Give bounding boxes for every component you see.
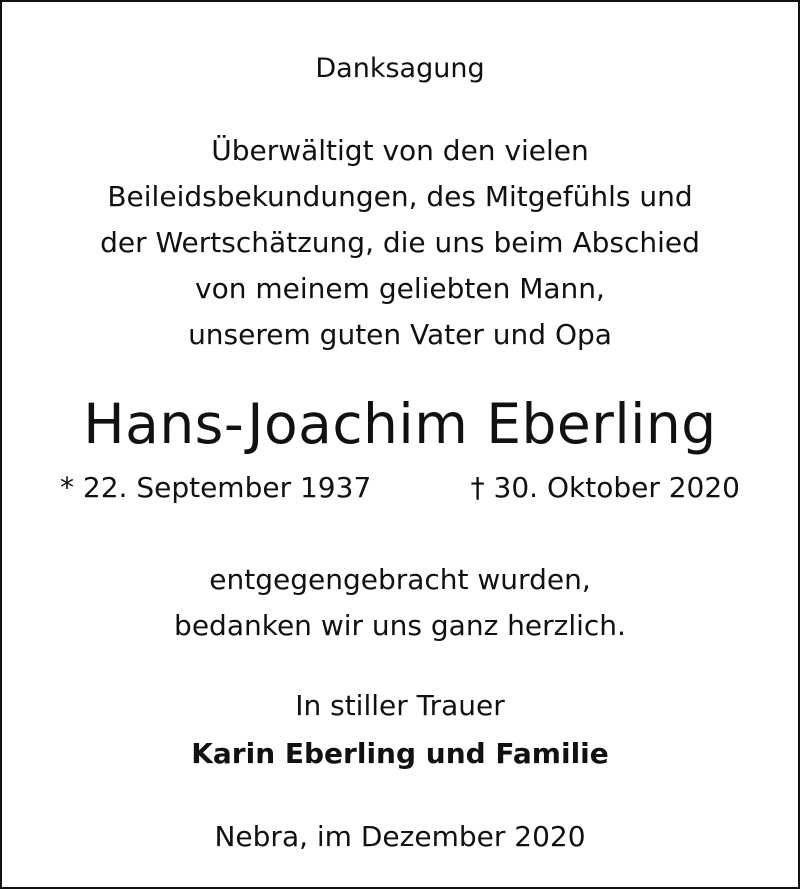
life-dates — [2, 468, 798, 508]
intro-line: Beileidsbekundungen, des Mitgefühls und — [107, 180, 693, 213]
intro-line: unserem guten Vater und Opa — [188, 318, 612, 351]
intro-text — [2, 128, 798, 358]
thanks-line: bedanken wir uns ganz herzlich. — [174, 609, 626, 642]
intro-line: von meinem geliebten Mann, — [195, 272, 605, 305]
notice-heading: Danksagung — [315, 53, 485, 84]
deceased-name: Hans-Joachim Eberling — [83, 392, 717, 456]
mourning-line: In stiller Trauer — [295, 689, 505, 722]
place-date: Nebra, im Dezember 2020 — [214, 820, 586, 853]
thanks-line: entgegengebracht wurden, — [209, 563, 591, 596]
death-date: † 30. Oktober 2020 — [470, 471, 740, 504]
birth-date: * 22. September 1937 — [60, 471, 372, 504]
intro-line: Überwältigt von den vielen — [211, 134, 589, 167]
thanks-text — [2, 557, 798, 649]
intro-line: der Wertschätzung, die uns beim Abschied — [100, 226, 700, 259]
family-signature: Karin Eberling und Familie — [191, 737, 609, 770]
